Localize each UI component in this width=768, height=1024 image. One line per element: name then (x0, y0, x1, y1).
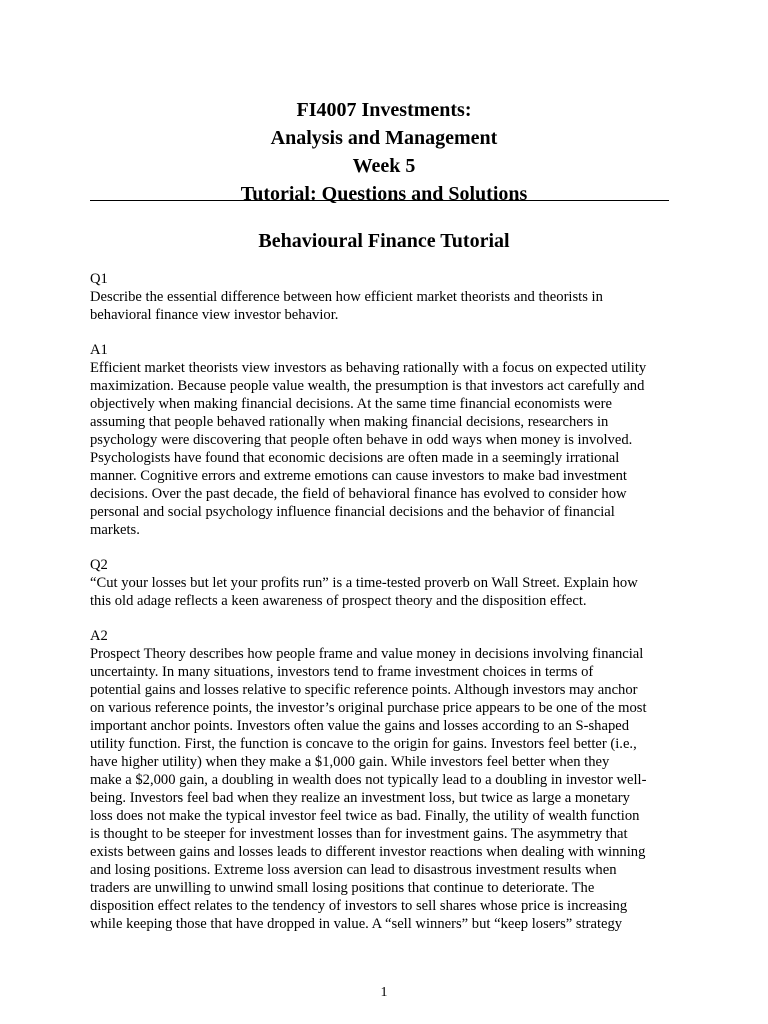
text-line: objectively when making financial decisions. At the same time financial economists were (90, 396, 612, 412)
text-line: important anchor points. Investors often value the gains and losses according to an S-shaped (90, 718, 630, 734)
text-line: disposition effect relates to the tendency of investors to sell shares whose price is increasing (90, 898, 628, 914)
answer-text (90, 359, 667, 539)
text-line: uncertainty. In many situations, investors tend to frame investment choices in terms of (90, 664, 594, 680)
text-line: Prospect Theory describes how people frame and value money in decisions involving financial (90, 646, 644, 662)
answer-label: A2 (90, 628, 108, 644)
text-line: manner. Cognitive errors and extreme emotions can cause investors to make bad investment (90, 468, 627, 484)
page-number: 1 (380, 985, 388, 1000)
text-line: make a $2,000 gain, a doubling in wealth does not typically lead to a doubling in investor well- (90, 772, 647, 788)
answer-text (90, 645, 667, 933)
text-line: potential gains and losses relative to specific reference points. Although investors may anchor (90, 682, 638, 698)
text-line: utility function. First, the function is concave to the origin for gains. Investors feel better (i.e., (90, 736, 637, 752)
text-line: personal and social psychology influence financial decisions and the behavior of financial (90, 504, 615, 520)
text-line: traders are unwilling to unwind small losing positions that continue to deteriorate. The (90, 880, 595, 896)
course-title: FI4007 Investments: (296, 99, 472, 121)
text-line: Efficient market theorists view investors as behaving rationally with a focus on expected utility (90, 360, 647, 376)
question-label: Q1 (90, 271, 108, 287)
document-body (90, 270, 667, 933)
text-line: while keeping those that have dropped in value. A “sell winners” but “keep losers” strategy (90, 916, 623, 932)
text-line: and losing positions. Extreme loss aversion can lead to disastrous investment results when (90, 862, 617, 878)
text-line: decisions. Over the past decade, the field of behavioral finance has evolved to consider how (90, 486, 627, 502)
question-text (90, 574, 667, 610)
text-line: loss does not make the typical investor feel twice as bad. Finally, the utility of wealth function (90, 808, 640, 824)
tutorial-title: Tutorial: Questions and Solutions (240, 183, 528, 205)
text-line: exists between gains and losses leads to different investor reactions when dealing with winning (90, 844, 646, 860)
text-line: assuming that people behaved rationally when making financial decisions, researchers in (90, 414, 609, 430)
week-label: Week 5 (352, 155, 416, 177)
text-line: Psychologists have found that economic decisions are often made in a seemingly irrational (90, 450, 620, 466)
text-line: behavioral finance view investor behavior. (90, 307, 339, 323)
document-header (0, 96, 768, 208)
text-line: have higher utility) when they make a $1,000 gain. While investors feel better when they (90, 754, 610, 770)
section-title: Behavioural Finance Tutorial (258, 230, 510, 252)
text-line: being. Investors feel bad when they realize an investment loss, but twice as large a monetary (90, 790, 630, 806)
text-line: is thought to be steeper for investment losses than for investment gains. The asymmetry that (90, 826, 628, 842)
question-label: Q2 (90, 557, 108, 573)
answer-label: A1 (90, 342, 108, 358)
text-line: “Cut your losses but let your profits run” is a time-tested proverb on Wall Street. Explain how (90, 575, 638, 591)
text-line: markets. (90, 522, 140, 538)
text-line: Describe the essential difference between how efficient market theorists and theorists in (90, 289, 603, 305)
course-subtitle: Analysis and Management (270, 127, 498, 149)
header-divider (90, 200, 669, 201)
text-line: psychology were discovering that people often behave in odd ways when money is involved. (90, 432, 633, 448)
question-text (90, 288, 667, 324)
text-line: on various reference points, the investor’s original purchase price appears to be one of the most (90, 700, 647, 716)
text-line: this old adage reflects a keen awareness of prospect theory and the disposition effect. (90, 593, 587, 609)
text-line: maximization. Because people value wealth, the presumption is that investors act carefully and (90, 378, 645, 394)
